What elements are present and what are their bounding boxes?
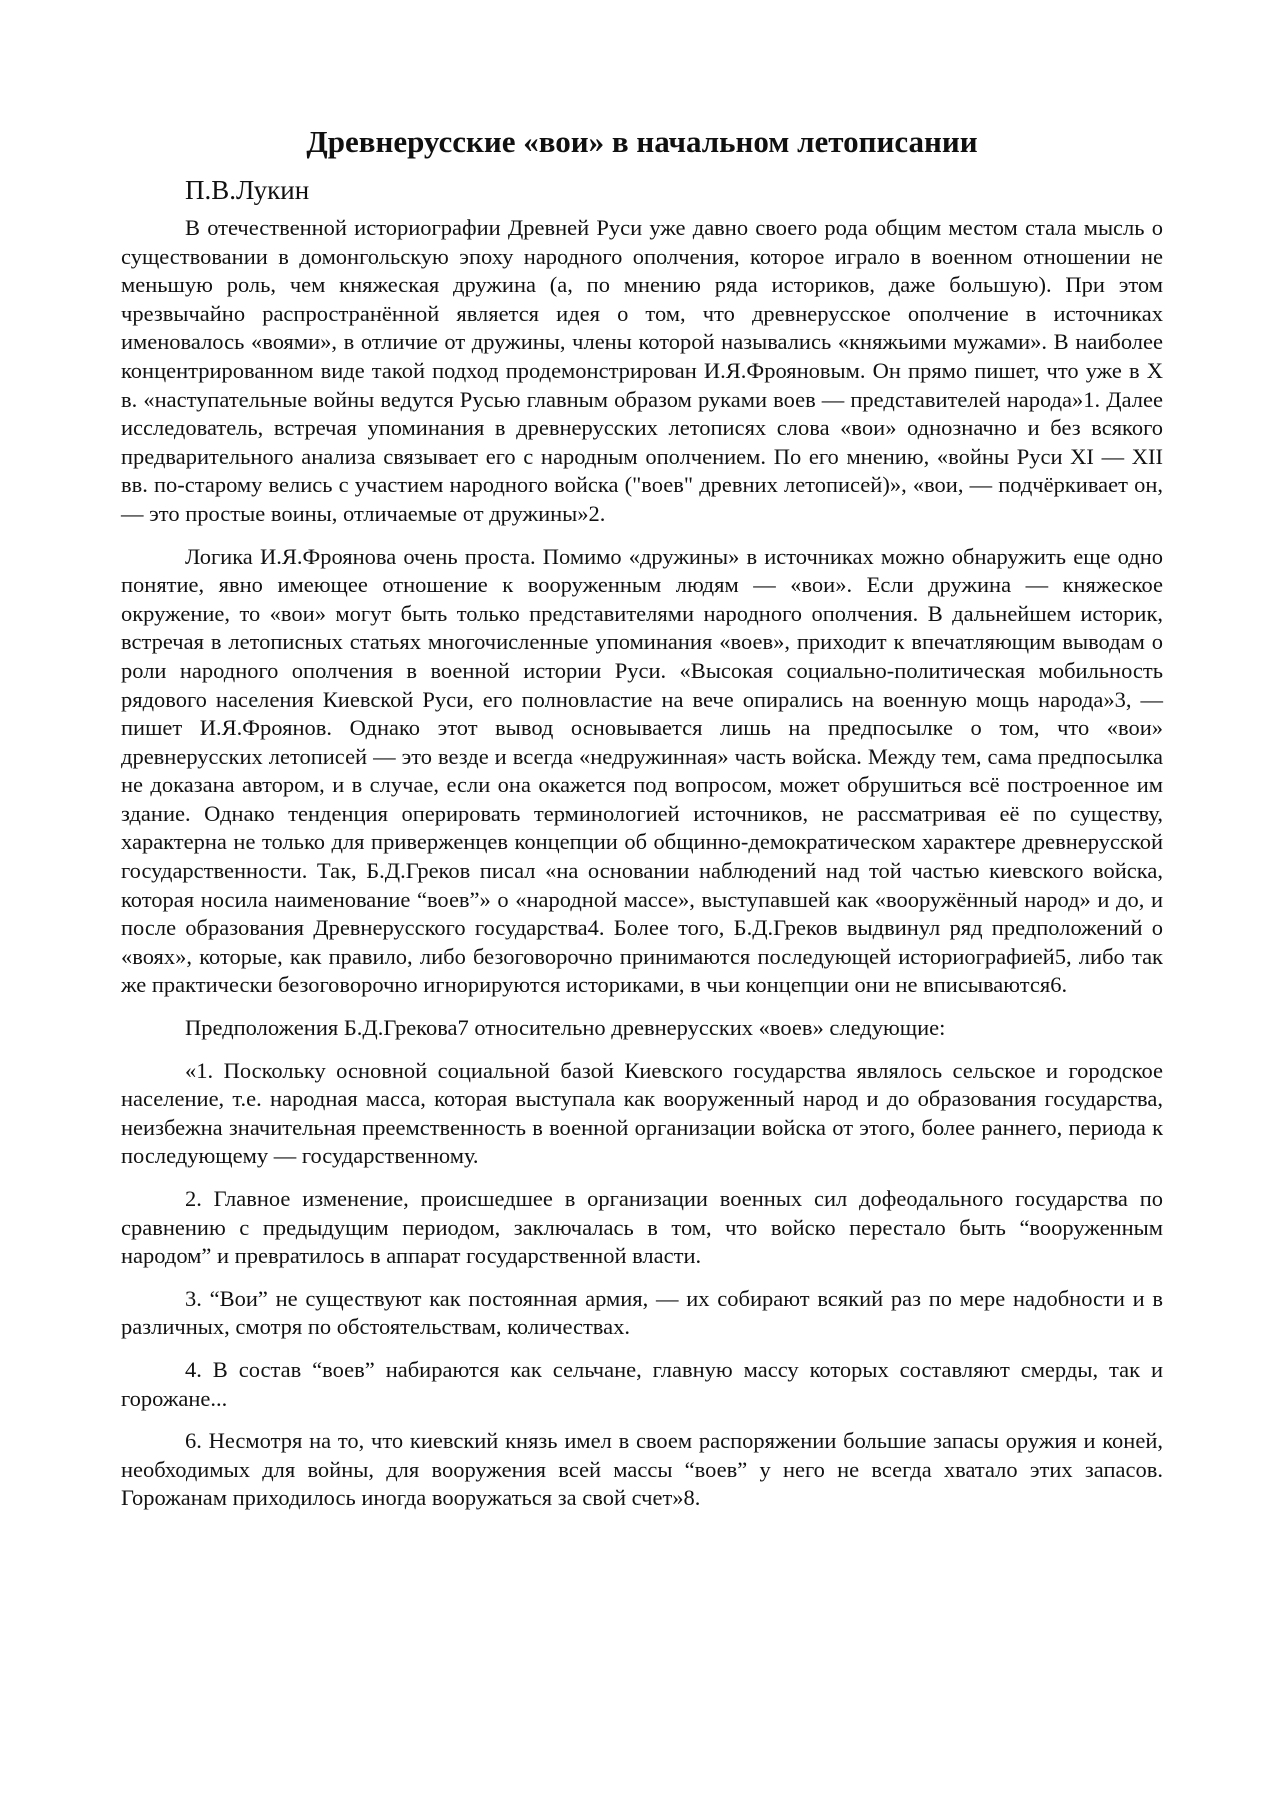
paragraph: 4. В состав “воев” набираются как сельчане, главную массу которых составляют смерды, так и горожане... bbox=[121, 1356, 1163, 1411]
document-title: Древнерусские «вои» в начальном летописании bbox=[306, 124, 978, 159]
paragraph: 3. “Вои” не существуют как постоянная армия, — их собирают всякий раз по мере надобности и в различных, смотря по обстоятельствам, количествах. bbox=[121, 1285, 1163, 1340]
paragraph: 6. Несмотря на то, что киевский князь имел в своем распоряжении большие запасы оружия и коней, необходимых для войны, для вооружения всей массы “воев” у него не всегда хватало этих запасов. Горожанам приходилось иногда вооружаться за свой счет»8. bbox=[121, 1428, 1163, 1511]
paragraph: «1. Поскольку основной социальной базой Киевского государства являлось сельское и городское население, т.е. народная масса, которая выступала как вооруженный народ и до образования государства, неизбежна значительная преемственность в военной организации войска от этого, более раннего, периода к последующему — государственному. bbox=[121, 1057, 1163, 1169]
paragraph: В отечественной историографии Древней Руси уже давно своего рода общим местом стала мысль о существовании в домонгольскую эпоху народного ополчения, которое играло в военном отношении не меньшую роль, чем княжеская дружина (а, по мнению ряда историков, даже большую). При этом чрезвычайно распространённой является идея о том, что древнерусское ополчение в источниках именовалось «воями», в отличие от дружины, члены которой назывались «княжьими мужами». В наиболее концентрированном виде такой подход продемонстрирован И.Я.Фрояновым. Он прямо пишет, что уже в X в. «наступательные войны ведутся Русью главным образом руками воев — представителей народа»1. Далее исследователь, встречая упоминания в древнерусских летописях слова «вои» однозначно и без всякого предварительного анализа связывает его с народным ополчением. По его мнению, «войны Руси XI — XII вв. по-старому велись с участием народного войска ("воев" древних летописей)», «вои, — подчёркивает он, — это простые воины, отличаемые от дружины»2. bbox=[121, 215, 1163, 526]
document-page bbox=[121, 0, 1163, 1527]
paragraph: Логика И.Я.Фроянова очень проста. Помимо «дружины» в источниках можно обнаружить еще одно понятие, явно имеющее отношение к вооруженным людям — «вои». Если дружина — княжеское окружение, то «вои» могут быть только представителями народного ополчения. В дальнейшем историк, встречая в летописных статьях многочисленные упоминания «воев», приходит к впечатляющим выводам о роли народного ополчения в военной истории Руси. «Высокая социально-политическая мобильность рядового населения Киевской Руси, его полновластие на вече опирались на военную мощь народа»3, — пишет И.Я.Фроянов. Однако этот вывод основывается лишь на предпосылке о том, что «вои» древнерусских летописей — это везде и всегда «недружинная» часть войска. Между тем, сама предпосылка не доказана автором, и в случае, если она окажется под вопросом, может обрушиться всё построенное им здание. Однако тенденция оперировать терминологией источников, не рассматривая её по существу, характерна не только для приверженцев концепции об общинно-демократическом характере древнерусской государственности. Так, Б.Д.Греков писал «на основании наблюдений над той частью киевского войска, которая носила наименование “воев”» о «народной массе», выступавшей как «вооружённый народ» и до, и после образования Древнерусского государства4. Более того, Б.Д.Греков выдвинул ряд предположений о «воях», которые, как правило, либо безоговорочно принимаются последующей историографией5, либо так же практически безоговорочно игнорируются историками, в чьи концепции они не вписываются6. bbox=[121, 543, 1163, 998]
paragraph: 2. Главное изменение, происшедшее в организации военных сил дофеодального государства по сравнению с предыдущим периодом, заключалась в том, что войско перестало быть “вооруженным народом” и превратилось в аппарат государственной власти. bbox=[121, 1186, 1163, 1269]
paragraph: Предположения Б.Д.Грекова7 относительно древнерусских «воев» следующие: bbox=[185, 1015, 946, 1041]
document-author: П.В.Лукин bbox=[185, 175, 310, 205]
document-body bbox=[121, 214, 1163, 1513]
